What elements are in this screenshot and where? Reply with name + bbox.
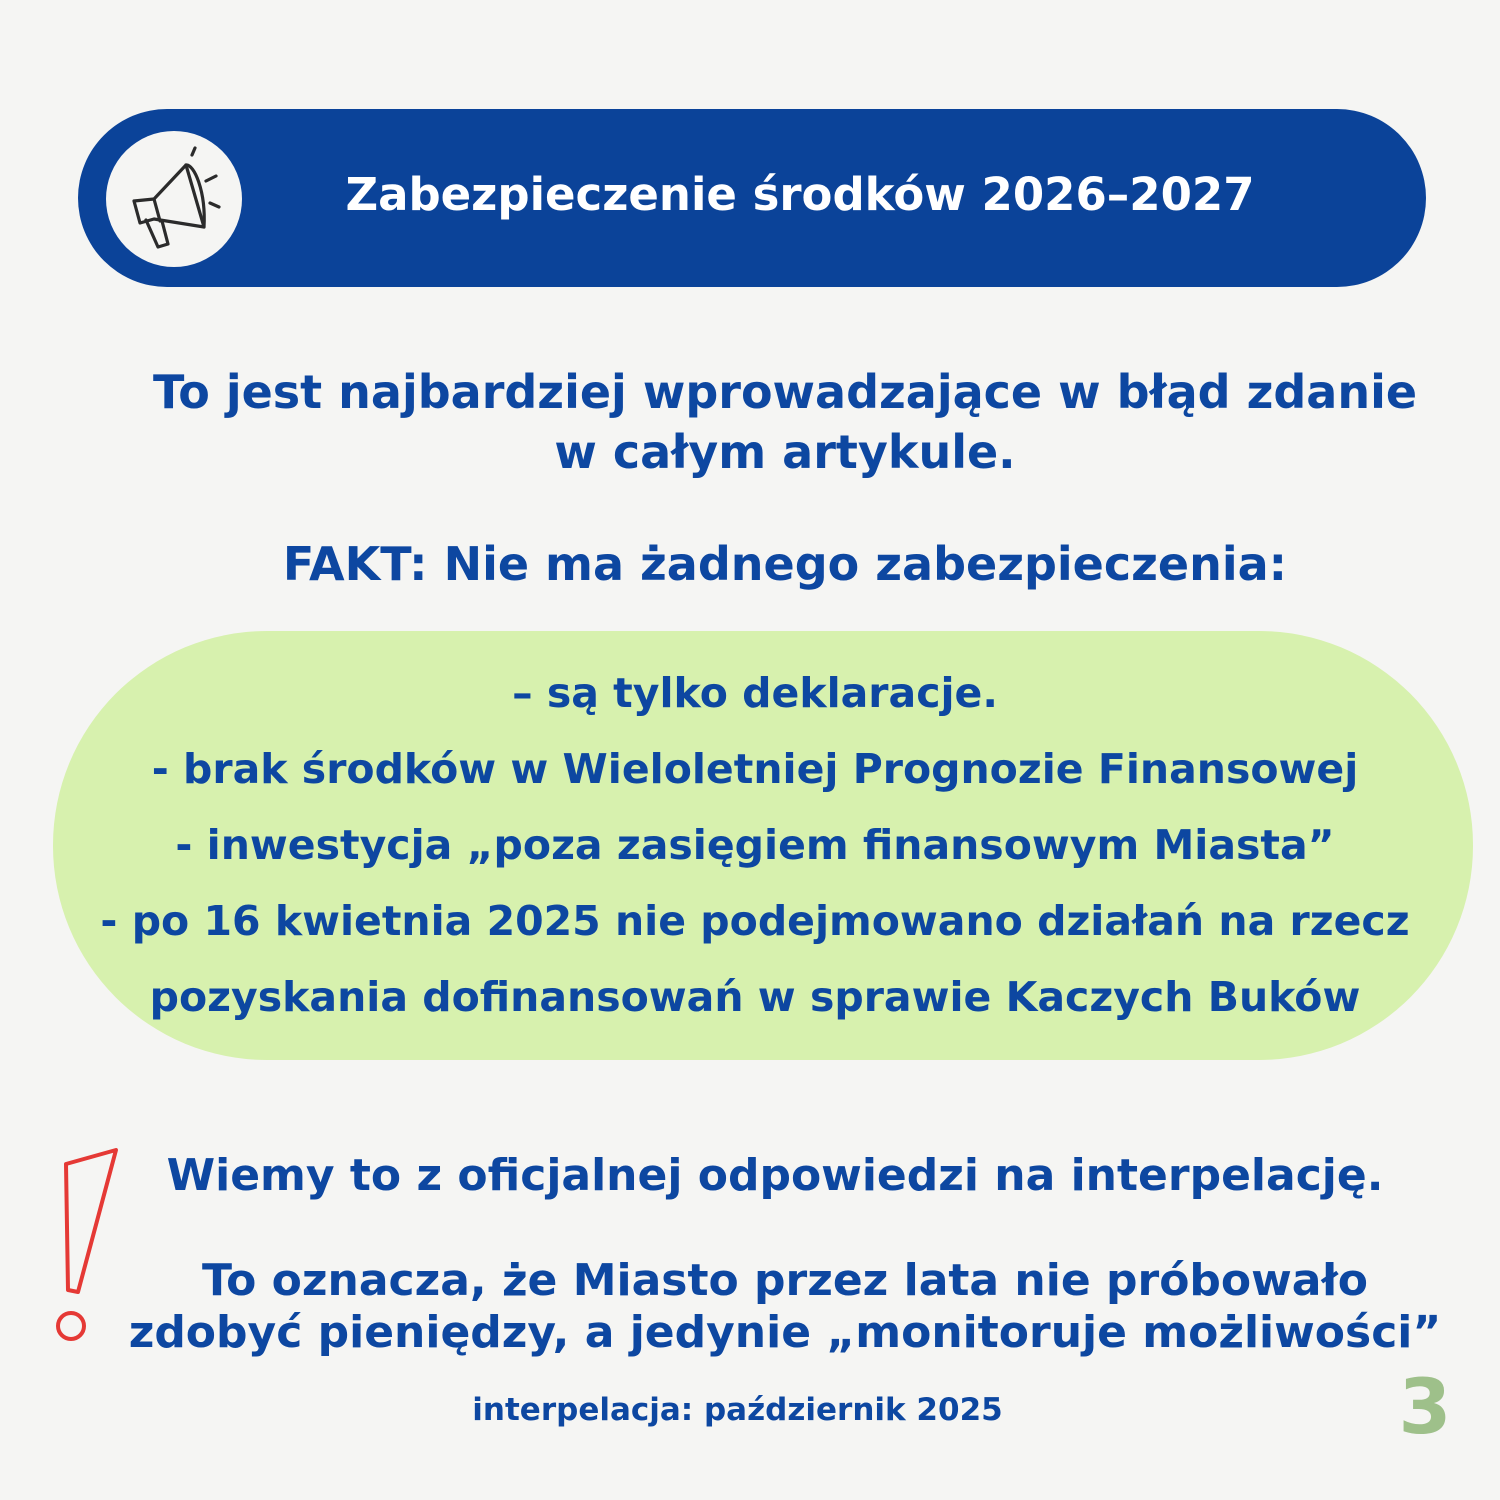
- fact-heading: FAKT: Nie ma żadnego zabezpieczenia:: [282, 537, 1288, 591]
- source-note: Wiemy to z oficjalnej odpowiedzi na interpelację.: [166, 1150, 1384, 1201]
- source-caption: interpelacja: październik 2025: [472, 1392, 1003, 1428]
- lead-line-1: To jest najbardziej wprowadzające w błąd zdanie: [152, 365, 1418, 419]
- conclusion: [90, 1255, 1480, 1359]
- page-number: 3: [1398, 1362, 1452, 1451]
- facts-list: [40, 655, 1470, 1035]
- fact-item: – są tylko deklaracje.: [512, 669, 998, 717]
- fact-item: pozyskania dofinansowań w sprawie Kaczych Buków: [149, 973, 1361, 1021]
- fact-item: - po 16 kwietnia 2025 nie podejmowano działań na rzecz: [100, 897, 1410, 945]
- icon-circle: [106, 131, 242, 267]
- fact-item: - inwestycja „poza zasięgiem finansowym Miasta”: [175, 821, 1335, 869]
- lead-line-2: w całym artykule.: [554, 425, 1016, 479]
- conclusion-line-1: To oznacza, że Miasto przez lata nie próbowało: [201, 1255, 1369, 1306]
- lead-statement: [80, 362, 1490, 482]
- conclusion-line-2: zdobyć pieniędzy, a jedynie „monitoruje możliwości”: [128, 1307, 1442, 1358]
- fact-item: - brak środków w Wieloletniej Prognozie Finansowej: [151, 745, 1359, 793]
- megaphone-icon: [106, 131, 242, 267]
- page-title: Zabezpieczenie środków 2026–2027: [345, 168, 1255, 221]
